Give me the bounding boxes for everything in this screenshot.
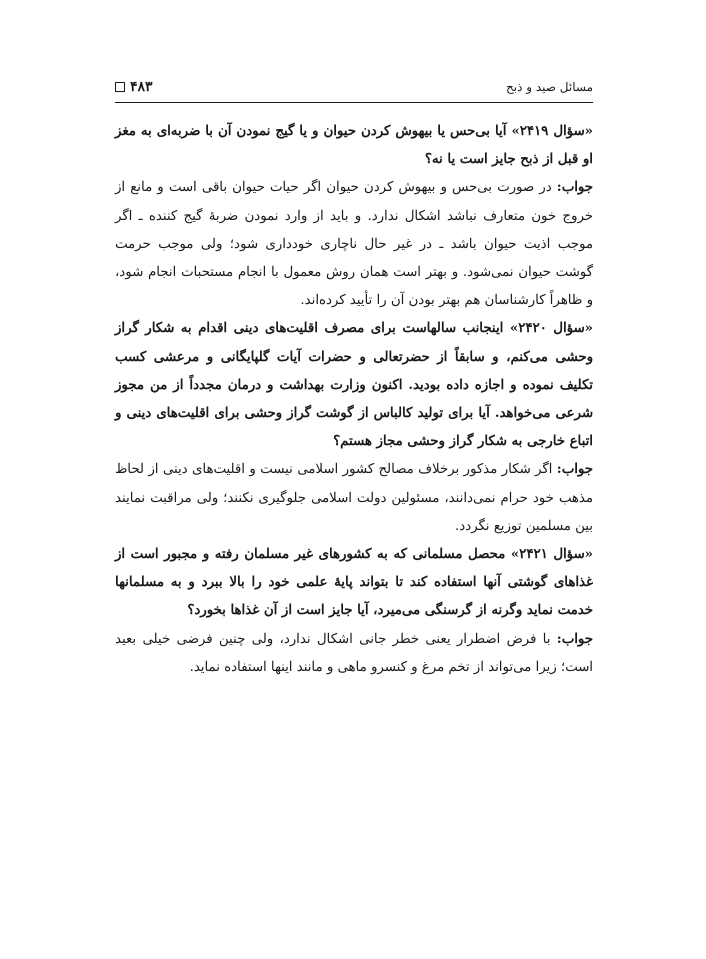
answer-2420 — [115, 456, 593, 541]
question-2421 — [115, 541, 593, 626]
page-body — [115, 118, 593, 682]
question-label: «سؤال ۲۴۲۰» — [509, 321, 593, 337]
question-2419 — [115, 118, 593, 174]
page-number-group — [115, 79, 153, 95]
answer-text: اگر شکار مذکور برخلاف مصالح کشور اسلامی نیست و اقلیت‌های دینی از لحاظ مذهب خود حرام نمی‌دانند، مسئولین دولت اسلامی جلوگیری نکنند؛ ولی مراقبت نمایند بین مسلمین توزیع نگردد. — [115, 462, 593, 534]
question-label: «سؤال ۲۴۱۹» — [511, 124, 593, 139]
page-header — [115, 76, 593, 98]
question-label: «سؤال ۲۴۲۱» — [510, 547, 593, 563]
answer-2421 — [115, 626, 593, 682]
question-2420 — [115, 315, 593, 456]
square-icon — [115, 82, 125, 92]
header-rule — [115, 102, 593, 103]
page-number: ۴۸۳ — [130, 79, 153, 95]
question-text: آیا بی‌حس یا بیهوش کردن حیوان و یا گیج نمودن آن با ضربه‌ای به مغز او قبل از ذبح جایز است یا نه؟ — [115, 124, 593, 168]
answer-label: جواب: — [556, 180, 593, 196]
question-text: اینجانب سالهاست برای مصرف اقلیت‌های دینی اقدام به شکار گراز وحشی می‌کنم، و سابقاً از حضرتعالی و حضرات آیات گلپایگانی و مرعشی کسب تکلیف نموده و اجازه داده بودید. اکنون وزارت بهداشت و درمان مجدداً از من مجوز شرعی می‌خواهد. آیا برای تولید کالباس از گوشت گراز وحشی برای اقلیت‌های دینی و اتباع خارجی به شکار گراز وحشی مجاز هستم؟ — [115, 321, 593, 450]
answer-text: در صورت بی‌حس و بیهوش کردن حیوان اگر حیات حیوان باقی است و مانع از خروج خون متعارف نباشد اشکال ندارد. و باید از وارد نمودن ضربهٔ گیج کننده ـ اگر موجب اذیت حیوان باشد ـ در غیر حال ناچاری خودداری شود؛ ولی موجب حرمت گوشت حیوان نمی‌شود. و بهتر است همان روش معمول با انجام مستحبات انجام شود، و ظاهراً کارشناسان هم بهتر بودن آن را تأیید کرده‌اند. — [115, 180, 593, 309]
answer-label: جواب: — [556, 631, 593, 647]
answer-2419 — [115, 174, 593, 315]
running-title: مسائل صید و ذبح — [506, 80, 593, 94]
question-text: محصل مسلمانی که به کشورهای غیر مسلمان رفته و مجبور است از غذاهای گوشتی آنها استفاده کند تا بتواند پایهٔ علمی خود را بالا ببرد و به مسلمانها خدمت نماید وگرنه از گرسنگی می‌میرد، آیا جایز است از آن غذاها بخورد؟ — [115, 547, 593, 619]
answer-text: با فرض اضطرار یعنی خطر جانی اشکال ندارد، ولی چنین فرضی خیلی بعید است؛ زیرا می‌تواند از تخم مرغ و کنسرو ماهی و مانند اینها استفاده نماید. — [115, 631, 593, 675]
answer-label: جواب: — [556, 462, 593, 478]
